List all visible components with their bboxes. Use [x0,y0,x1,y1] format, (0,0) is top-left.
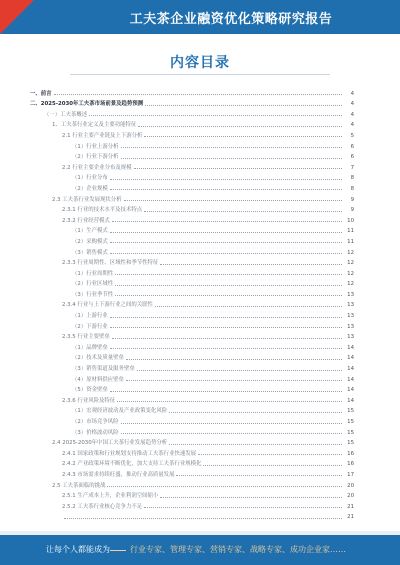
toc-entry-page: 13 [347,291,354,298]
toc-entry[interactable] [30,510,354,521]
toc-entry-label: （1）品牌壁垒 [72,344,108,351]
toc-leader-dots [137,369,342,371]
toc-title: 内容目录 [170,55,230,71]
toc-entry-label: 一、前言 [30,90,52,97]
toc-entry-label: （2）技术及质量壁垒 [72,355,124,362]
toc-leader-dots [169,411,342,413]
toc-entry[interactable] [30,234,354,245]
toc-entry-label: （3）销售模式 [72,249,108,256]
toc-entry-label: 2.3.1 行业的技术水平及技术特点 [62,207,143,214]
toc-entry[interactable] [30,467,354,478]
toc-entry-label: 2.3.5 行业主要壁垒 [62,334,110,341]
footer-slogan-right: 行业专家、管理专家、营销专家、战略专家、成功企业家…… [130,545,346,554]
toc-entry[interactable] [30,277,354,288]
toc-leader-dots [54,93,342,95]
toc-entry[interactable] [30,266,354,277]
toc-entry[interactable] [30,414,354,425]
toc-entry[interactable] [30,361,354,372]
toc-entry-label: 1、工夫茶行业定义及主要功能特征 [52,122,137,129]
toc-leader-dots [110,231,342,233]
toc-entry-label: （1）上游行业 [72,313,108,320]
toc-entry[interactable] [30,256,354,267]
toc-entry-page: 20 [347,493,354,500]
toc-entry-label: 2.3.6 行业风险及特征 [62,397,116,404]
toc-leader-dots [110,188,342,190]
toc-entry[interactable] [30,436,354,447]
toc-leader-dots [169,443,342,445]
toc-entry-page: 4 [350,122,354,129]
toc-leader-dots [176,474,342,476]
toc-entry-label: 二、2025-2030年工夫茶市场前景及趋势预测 [30,101,144,108]
toc-entry-page: 14 [347,376,354,383]
toc-entry[interactable] [30,330,354,341]
toc-entry-page: 15 [347,440,354,447]
toc-entry-page: 15 [347,408,354,415]
table-of-contents [30,86,354,520]
toc-entry-label: （2）下游行业 [72,323,108,330]
toc-entry-label: 2.5.1 生产成本上升，企业利润空间缩小 [62,493,159,500]
toc-leader-dots [144,135,342,137]
toc-leader-dots [110,316,342,318]
toc-entry-page: 9 [350,196,354,203]
toc-entry-page: 14 [347,344,354,351]
toc-entry-label: （1）行业周期性 [72,270,114,277]
toc-leader-dots [126,379,342,381]
toc-entry[interactable] [30,499,354,510]
toc-leader-dots [117,400,342,402]
toc-leader-dots [115,284,342,286]
toc-entry-page: 12 [347,270,354,277]
toc-entry[interactable] [30,489,354,500]
toc-entry-page: 14 [347,355,354,362]
toc-title-rule [70,74,330,75]
toc-entry-page: 14 [347,366,354,373]
toc-leader-dots [121,157,342,159]
toc-entry-label: 2.3.2 行业经营模式 [62,217,110,224]
toc-leader-dots [124,199,342,201]
toc-entry[interactable] [30,107,354,118]
toc-entry-page: 12 [347,249,354,256]
toc-entry-label: 2.3.4 行业与上下游行业之间的关联性 [62,302,153,309]
toc-entry-label: 2.5.2 工夫茶行业核心竞争力不足 [62,503,143,510]
toc-leader-dots [138,125,342,127]
toc-entry-page: 11 [347,228,354,235]
toc-leader-dots [110,178,342,180]
toc-leader-dots [134,167,342,169]
toc-entry-page: 16 [347,450,354,457]
toc-entry[interactable] [30,213,354,224]
toc-entry[interactable] [30,393,354,404]
toc-entry[interactable] [30,203,354,214]
toc-leader-dots [144,210,342,212]
toc-leader-dots [115,273,342,275]
toc-entry-label: 2.4.3 市场需求持续旺盛，推动行业高质量发展 [62,471,175,478]
toc-entry-page: 4 [350,90,354,97]
toc-entry[interactable] [30,425,354,436]
toc-entry-page: 13 [347,334,354,341]
toc-entry-label: 2.4 2025-2030年中国工夫茶行业发展趋势分析 [52,440,168,447]
toc-entry-page: 6 [350,143,354,150]
toc-entry[interactable] [30,478,354,489]
toc-entry[interactable] [30,372,354,383]
toc-entry[interactable] [30,287,354,298]
footer-divider [110,550,126,551]
toc-entry[interactable] [30,340,354,351]
toc-entry-page: 15 [347,429,354,436]
toc-entry-label: （2）企业规模 [72,185,108,192]
toc-entry-label: （5）资金壁垒 [72,387,108,394]
toc-entry-label: 2.3 工夫茶行业发展现状分析 [52,196,122,203]
toc-entry-page: 9 [350,207,354,214]
toc-leader-dots [121,432,342,434]
toc-entry-page: 12 [347,281,354,288]
toc-entry[interactable] [30,457,354,468]
toc-entry-label: （2）行业区域性 [72,281,114,288]
toc-entry-label: （2）市场竞争风险 [72,419,119,425]
toc-entry-label: （2）行业下游分析 [72,154,119,161]
toc-entry[interactable] [30,404,354,415]
toc-entry-page: 8 [350,185,354,192]
toc-entry[interactable] [30,446,354,457]
toc-leader-dots [110,252,342,254]
toc-entry-page: 15 [347,419,354,425]
toc-entry-label: （4）原材料供应壁垒 [72,376,124,383]
toc-entry[interactable] [30,298,354,309]
toc-leader-dots [110,326,342,328]
header-accent-triangle [0,0,34,34]
toc-leader-dots [160,263,342,265]
toc-leader-dots [155,305,342,307]
toc-leader-dots [198,453,342,455]
toc-entry-page: 4 [350,101,354,108]
toc-entry[interactable] [30,97,354,108]
toc-entry-page: 21 [347,503,354,510]
toc-entry-page: 5 [350,132,354,139]
toc-entry-page: 7 [350,164,354,171]
toc-entry[interactable] [30,308,354,319]
toc-entry-label: （1）生产模式 [72,228,108,235]
toc-entry-label: 2.5 工夫茶面临的挑战 [52,482,106,489]
toc-entry[interactable] [30,351,354,362]
toc-entry-label: 2.4.1 国家政策和行业规划支持推动工夫茶行业快速发展 [62,450,197,457]
toc-entry[interactable] [30,150,354,161]
page-header [0,0,400,34]
toc-entry-label: （1）行业分布 [72,175,108,182]
toc-entry[interactable] [30,171,354,182]
toc-entry[interactable] [30,245,354,256]
toc-entry-page: 20 [347,482,354,489]
toc-entry-label: （3）行业季节性 [72,291,114,298]
toc-leader-dots [121,422,342,424]
toc-entry-page: 13 [347,313,354,320]
toc-entry[interactable] [30,139,354,150]
toc-entry-label: （1）宏观经济波动及产业政策变化风险 [72,408,168,415]
toc-entry-page: 17 [347,471,354,478]
toc-entry[interactable] [30,383,354,394]
toc-entry[interactable] [30,86,354,97]
toc-entry-page: 13 [347,302,354,309]
toc-entry-page: 14 [347,387,354,394]
toc-entry-label: 2.4.2 产业政策环境不断优化，加大支持工夫茶行业规模化 [62,461,202,468]
toc-entry-label: （3）价格波动风险 [72,429,119,436]
toc-entry-page: 8 [350,175,354,182]
toc-entry[interactable] [30,192,354,203]
toc-entry[interactable] [30,118,354,129]
toc-entry-label: （2）采购模式 [72,238,108,245]
toc-leader-dots [126,358,342,360]
toc-entry[interactable] [30,160,354,171]
toc-entry-page: 11 [347,238,354,245]
toc-entry-page: 4 [350,111,354,118]
toc-entry[interactable] [30,319,354,330]
toc-entry[interactable] [30,128,354,139]
toc-leader-dots [110,347,342,349]
toc-entry-page: 6 [350,154,354,161]
report-title: 工夫茶企业融资优化策略研究报告 [129,12,333,27]
toc-leader-dots [203,464,342,466]
toc-entry-page: 12 [347,260,354,267]
toc-leader-dots [145,104,342,106]
toc-entry-page: 13 [347,323,354,330]
toc-leader-dots [89,114,342,116]
page-footer [0,535,400,565]
toc-leader-dots [110,241,342,243]
toc-entry-label: 2.2 行业主要企业分布及规模 [62,164,132,171]
toc-entry[interactable] [30,224,354,235]
toc-leader-dots [115,294,342,296]
toc-leader-dots [112,337,342,339]
toc-entry-label: （3）销售渠道及服务壁垒 [72,366,135,373]
toc-entry-label: 2.1 行业主要产业链及上下游分析 [62,132,143,139]
toc-entry-page: 14 [347,397,354,404]
toc-entry-label: 2.3.3 行业周期性、区域性和季节性特征 [62,260,159,267]
toc-leader-dots [160,496,342,498]
toc-leader-dots [121,146,342,148]
toc-leader-dots [144,506,342,508]
toc-entry-page: 21 [347,514,354,521]
toc-entry-label: （一）工夫茶概述 [44,111,88,118]
toc-leader-dots [64,517,342,519]
toc-leader-dots [112,220,342,222]
toc-entry-label: （1）行业上游分析 [72,143,119,150]
footer-slogan-left: 让每个人都能成为 [46,545,110,554]
toc-entry[interactable] [30,181,354,192]
toc-entry-page: 16 [347,461,354,468]
toc-leader-dots [107,485,342,487]
toc-leader-dots [110,390,342,392]
toc-entry-page: 10 [347,217,354,224]
